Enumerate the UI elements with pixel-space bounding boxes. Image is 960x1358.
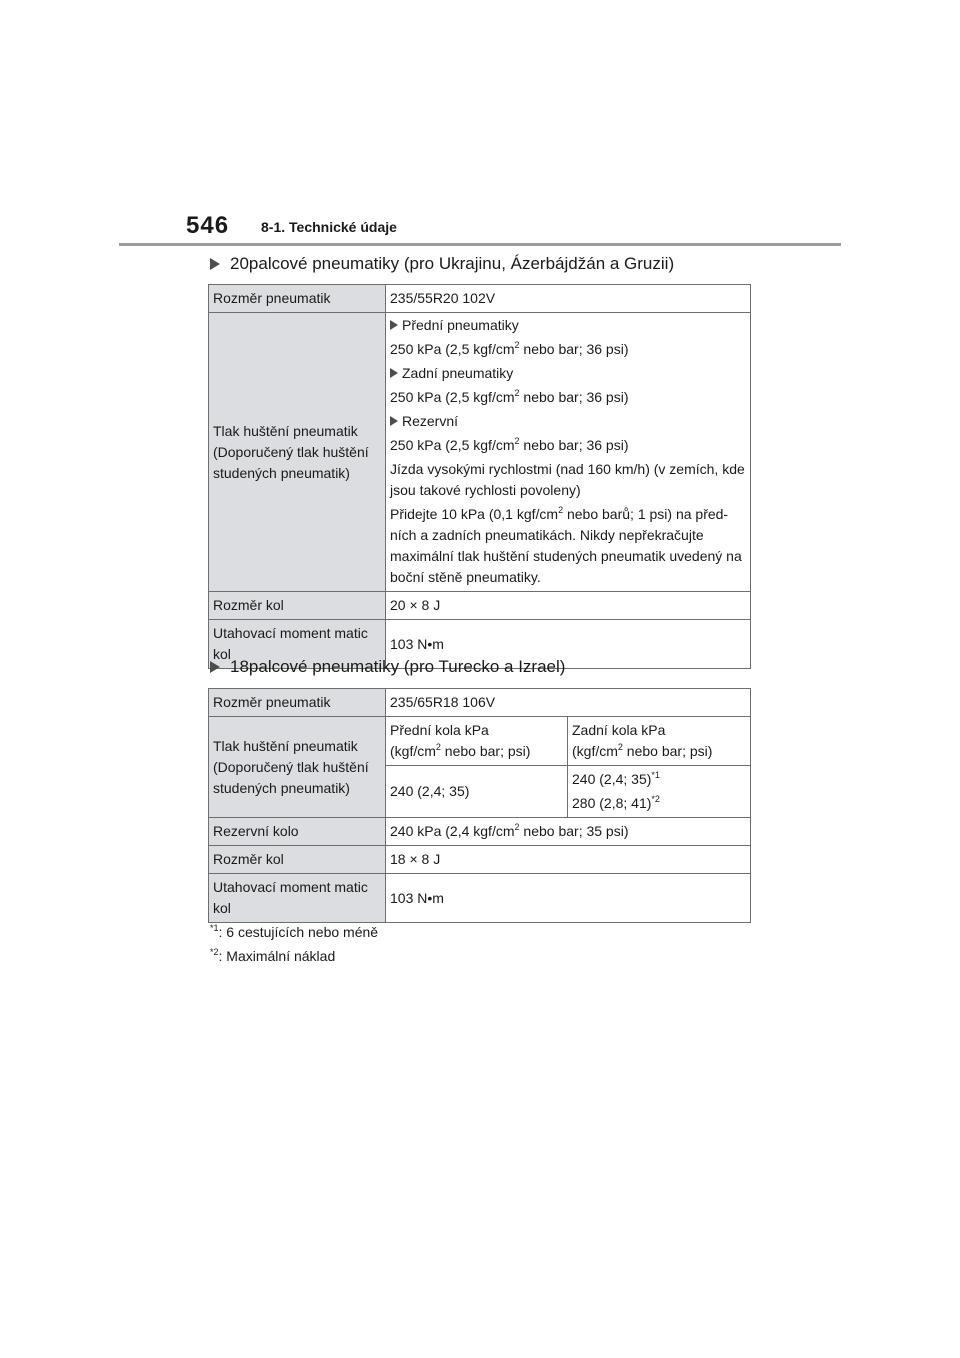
text: nebo bar; psi) [622,743,713,759]
table-row [209,818,751,846]
footnote-text: : Maximální náklad [218,948,336,964]
rear-value-2 [572,793,746,814]
text: nebo bar; 36 psi) [519,389,629,405]
footnote-1 [210,924,378,940]
front-tires-label: Přední pneumatiky [402,317,519,333]
triangle-bullet-icon [390,368,398,378]
torque-label: Utahovací moment matic kol [209,874,386,923]
rear-wheels-header [568,717,751,766]
tire-spec-table-20-inch [208,284,751,669]
torque-value: 103 N•m [386,620,751,669]
torque-value: 103 N•m [386,874,751,923]
text: 240 (2,4; 35) [572,771,652,787]
superscript: 2 [514,822,520,832]
text: 240 kPa (2,4 kgf/cm [390,823,515,839]
table-row [209,874,751,923]
text: (kgf/cm [572,743,618,759]
text: (kgf/cm [390,743,436,759]
text: nebo bar; 36 psi) [519,437,629,453]
subheading-20-inch [210,254,674,274]
superscript: 2 [514,436,520,446]
tire-size-label: Rozměr pneumatik [209,285,386,313]
triangle-bullet-icon [210,258,220,270]
text: Zadní kola kPa [572,722,666,738]
triangle-bullet-icon [390,320,398,330]
text: 250 kPa (2,5 kgf/cm [390,341,515,357]
footnote-mark: *1 [210,923,219,933]
tire-size-value: 235/65R18 106V [386,689,751,717]
text: nebo barů; 1 psi) na před-ních a zadních pneumatikách. Nikdy nepřekračujte maximální tlak huštění studených pneumatik uvedený na boční stěně pneumatiky. [390,506,742,585]
text: nebo bar; 35 psi) [519,823,629,839]
wheel-size-label: Rozměr kol [209,592,386,620]
superscript: 2 [558,505,564,515]
wheel-size-value: 18 × 8 J [386,846,751,874]
triangle-bullet-icon [390,416,398,426]
tire-size-value: 235/55R20 102V [386,285,751,313]
rear-tires-pressure [390,387,746,408]
footnote-mark: *2 [210,947,219,957]
spare-tire-label: Rezervní [402,413,459,429]
superscript: 2 [514,388,520,398]
footnote-text: : 6 cestujících nebo méně [218,924,379,940]
tire-spec-table-18-inch [208,688,751,923]
subheading-18-inch [210,657,565,677]
rear-tires-heading [390,363,746,384]
spare-wheel-label: Rezervní kolo [209,818,386,846]
front-tires-heading [390,315,746,336]
table-row [209,592,751,620]
text: Přední kola kPa [390,722,489,738]
superscript: 2 [617,742,623,752]
subheading-text: 20palcové pneumatiky (pro Ukrajinu, Ázerbájdžán a Gruzii) [230,254,675,273]
footnote-mark: *2 [651,794,660,804]
triangle-bullet-icon [210,661,220,673]
text: Přidejte 10 kPa (0,1 kgf/cm [390,506,559,522]
spare-tire-heading [390,411,746,432]
spare-tire-pressure [390,435,746,456]
table-row [209,717,751,766]
table-row [209,689,751,717]
wheel-size-label: Rozměr kol [209,846,386,874]
torque-label: Utahovací moment matic kol [209,620,386,669]
high-speed-note: Jízda vysokými rychlostmi (nad 160 km/h) (v zemích, kde jsou takové rychlosti povoleny) [390,461,745,498]
wheel-size-value: 20 × 8 J [386,592,751,620]
front-tires-pressure [390,339,746,360]
text: 250 kPa (2,5 kgf/cm [390,437,515,453]
spare-wheel-value [386,818,751,846]
header-divider [119,243,841,246]
text: 280 (2,8; 41) [572,795,652,811]
table-row [209,285,751,313]
text: nebo bar; 36 psi) [519,341,629,357]
rear-tires-label: Zadní pneumatiky [402,365,514,381]
superscript: 2 [435,742,441,752]
subheading-text: 18palcové pneumatiky (pro Turecko a Izrael) [230,657,566,676]
table-row [209,313,751,592]
section-title: 8-1. Technické údaje [261,219,397,235]
text: 250 kPa (2,5 kgf/cm [390,389,515,405]
tire-pressure-values [386,313,751,592]
superscript: 2 [514,340,520,350]
rear-value-1 [572,769,746,790]
tire-pressure-label: Tlak huštění pneumatik (Doporučený tlak huštění studených pneumatik) [209,717,386,818]
page-number: 546 [186,212,230,239]
front-wheels-value: 240 (2,4; 35) [386,766,568,818]
pressure-increase-note [390,504,746,588]
table-row [209,846,751,874]
tire-pressure-label: Tlak huštění pneumatik (Doporučený tlak huštění studených pneumatik) [209,313,386,592]
footnote-2 [210,948,335,964]
footnote-mark: *1 [651,770,660,780]
rear-wheels-values [568,766,751,818]
text: nebo bar; psi) [440,743,531,759]
front-wheels-header [386,717,568,766]
tire-size-label: Rozměr pneumatik [209,689,386,717]
